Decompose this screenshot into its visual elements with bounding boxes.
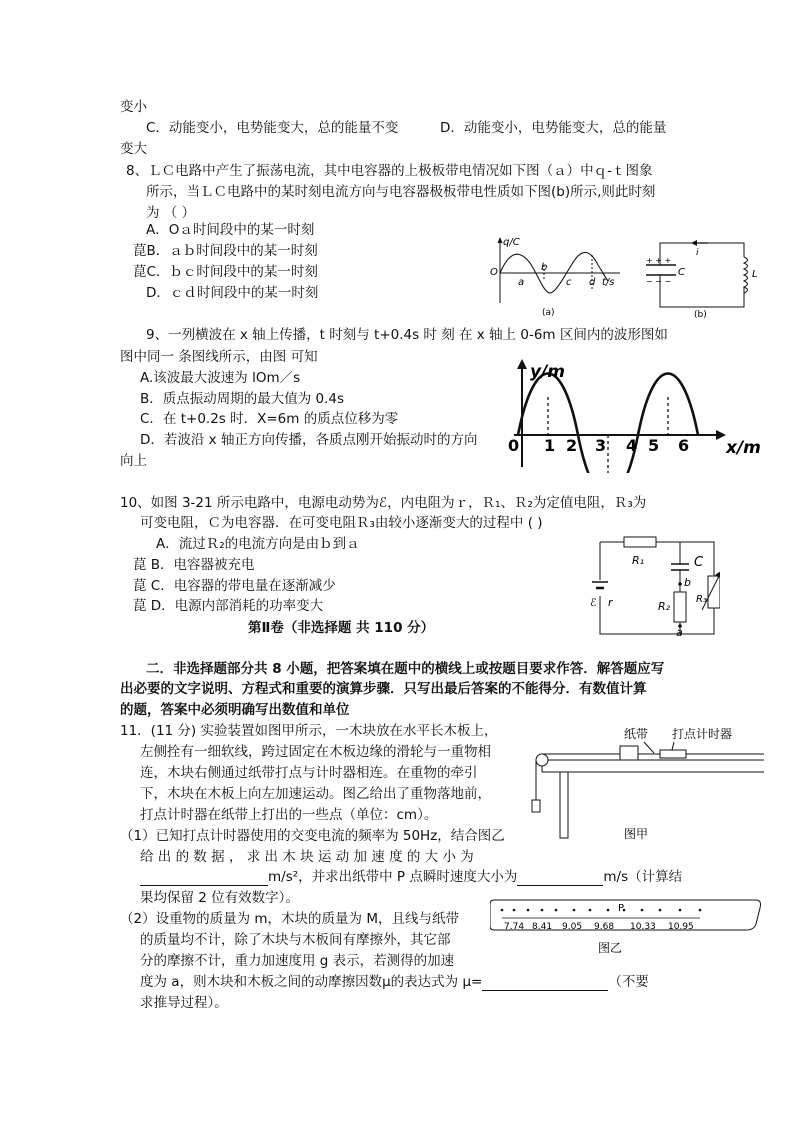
tape-dot <box>659 909 662 912</box>
q9-option-a: A.该波最大波速为 lOm／s <box>140 370 301 386</box>
q9-tick-3: 3 <box>595 436 607 455</box>
q9-tick-4: 4 <box>626 436 638 455</box>
q10-circuit-figure <box>588 536 720 638</box>
q11-figure-yi <box>490 896 764 958</box>
q10-fig-b: b <box>684 576 691 589</box>
tape-dot <box>573 909 576 912</box>
q8-option-b: 菎B．ａｂ时间段中的某一时刻 <box>133 243 318 259</box>
q9-wave-figure <box>500 355 770 473</box>
q8-fig-a-point-c: c <box>566 277 572 288</box>
q10-option-b: 菎 B．电容器被充电 <box>133 557 255 573</box>
q10-option-a: A．流过Ｒ₂的电流方向是由ｂ到ａ <box>156 536 360 552</box>
q9-tick-5: 5 <box>648 436 660 455</box>
section2-intro-3: 的题，答案中必须明确写出数值和单位 <box>120 702 350 718</box>
q11-stem-5: 打点计时器在纸带上打出的一些点（单位：cm）。 <box>140 807 438 823</box>
q9-tick-6: 6 <box>678 436 690 455</box>
q11-stem-2: 左侧拴有一细软线，跨过固定在木板边缘的滑轮与一重物相 <box>140 744 491 760</box>
q8-fig-a-xlabel: t/s <box>602 277 615 288</box>
q11-part1-3 <box>140 868 682 886</box>
tape-dot <box>541 909 544 912</box>
q8-figure-a <box>488 235 626 319</box>
q11-part1-3a: m/s²，并求出纸带中 P 点瞬时速度大小为 <box>268 869 518 885</box>
q8-stem-1: 8、ＬＣ电路中产生了振荡电流，其中电容器的上极板带电情况如下图（ａ）中ｑ-ｔ图象 <box>126 163 653 179</box>
q10-fig-r1: R₁ <box>632 554 645 567</box>
q9-tick-0: 0 <box>508 436 520 455</box>
q11-stem-1: 11．(11 分) 实验装置如图甲所示，一木块放在水平长木板上， <box>120 723 498 739</box>
q11-mu-blank[interactable] <box>482 976 608 991</box>
q11-part1-2: 给 出 的 数 据 ， 求 出 木 块 运 动 加 速 度 的 大 小 为 <box>140 849 474 865</box>
tape-dot <box>641 909 644 912</box>
q7-option-d: D．动能变小，电势能变大，总的能量 <box>440 120 667 136</box>
q11-part2-4 <box>140 973 649 991</box>
q9-stem-1: 9、一列横波在 x 轴上传播，t 时刻与 t+0.4s 时 刻 在 x 轴上 0-6m 区间内的波形图如 <box>146 327 668 343</box>
q9-option-d: D．若波沿 x 轴正方向传播，各质点刚开始振动时的方向 <box>140 432 478 448</box>
q8-fig-b-ind: L <box>752 269 758 280</box>
q11-stem-3: 连，木块右侧通过纸带打点与计时器相连。在重物的牵引 <box>140 765 478 781</box>
q11-part1-4: 果均保留 2 位有效数字）。 <box>140 890 299 906</box>
q9-ylabel: y/m <box>530 362 566 382</box>
q11-part1-1: （1）已知打点计时器使用的交变电流的频率为 50Hz，结合图乙 <box>120 828 505 844</box>
q9-tick-1: 1 <box>544 436 556 455</box>
q11-fig-yi-seg-0: 7.74 <box>504 922 525 932</box>
q8-fig-a-point-d: d <box>589 277 596 288</box>
q8-stem-2: 所示，当ＬＣ电路中的某时刻电流方向与电容器极板带电性质如下图(b)所示,则此时刻 <box>146 184 656 200</box>
q8-option-d: D．ｃｄ时间段中的某一时刻 <box>146 285 319 301</box>
q8-fig-b-current: i <box>696 248 699 258</box>
q10-fig-c: C <box>694 555 704 570</box>
q10-option-c: 菎 C．电容器的带电量在逐渐减少 <box>133 578 336 594</box>
q8-option-a: A．Oａ时间段中的某一时刻 <box>146 222 315 238</box>
tape-dot <box>607 909 610 912</box>
q11-fig-yi-caption: 图乙 <box>598 941 623 955</box>
q11-fig-yi-point: P <box>618 903 625 914</box>
section2-intro-2: 出必要的文字说明、方程式和重要的演算步骤．只写出最后答案的不能得分．有数值计算 <box>120 681 647 697</box>
q10-fig-r3: R₃ <box>696 594 707 605</box>
tape-dot <box>501 909 504 912</box>
tape-dot <box>527 909 530 912</box>
tape-dot <box>555 909 558 912</box>
section2-intro-1: 二．非选择题部分共 8 小题，把答案填在题中的横线上或按题目要求作答．解答题应写 <box>146 661 665 677</box>
q8-figure-b <box>636 235 762 319</box>
q11-figure-jia <box>524 720 764 848</box>
q8-fig-b-cap: C <box>678 267 685 278</box>
q9-option-d-cont: 向上 <box>120 453 147 469</box>
q8-fig-b-caption: (b) <box>694 310 707 319</box>
section2-title: 第Ⅱ卷（非选择题 共 110 分） <box>248 620 435 636</box>
q8-stem-3: 为 （ ） <box>146 205 196 221</box>
q9-tick-2: 2 <box>566 436 578 455</box>
q7-option-d-cont: 变大 <box>120 141 147 157</box>
q11-fig-yi-seg-4: 10.33 <box>630 922 656 932</box>
q11-fig-jia-timer: 打点计时器 <box>672 727 733 741</box>
q10-fig-emf: ℰ <box>590 596 597 609</box>
q11-fig-yi-seg-1: 8.41 <box>532 922 553 932</box>
q11-stem-4: 下，木块在木板上向左加速运动。图乙给出了重物落地前， <box>140 786 491 802</box>
q9-option-b: B．质点振动周期的最大值为 0.4s <box>140 391 345 407</box>
q8-fig-a-ylabel: q/C <box>503 237 520 248</box>
q11-part2-5: 求推导过程）。 <box>140 995 228 1011</box>
q9-xlabel: x/m <box>726 438 761 458</box>
q8-fig-a-point-a: a <box>518 277 525 288</box>
tape-dot <box>679 909 682 912</box>
tape-dot <box>589 909 592 912</box>
q11-fig-jia-tape: 纸带 <box>624 727 649 741</box>
q11-part2-3: 分的摩擦不计，重力加速度用 g 表示，若测得的加速 <box>140 953 455 969</box>
q8-fig-a-origin: O <box>490 267 498 278</box>
q11-part2-2: 的质量均不计，除了木块与木板间有摩擦外，其它部 <box>140 932 451 948</box>
q7-option-c: C．动能变小，电势能变大，总的能量不变 <box>146 120 399 136</box>
tape-dot <box>513 909 516 912</box>
q11-part2-4a: 度为 a，则木块和木板之间的动摩擦因数μ的表达式为 μ= <box>140 974 483 990</box>
q8-fig-b-minus: − − − <box>646 277 672 286</box>
q11-fig-yi-seg-3: 9.68 <box>594 922 615 932</box>
q11-part2-1: （2）设重物的质量为 m，木块的质量为 M，且线与纸带 <box>120 911 459 927</box>
q10-stem-2: 可变电阻，Ｃ为电容器．在可变电阻Ｒ₃由较小逐渐变大的过程中 ( ) <box>140 515 543 531</box>
q9-stem-2: 图中同一 条图线所示，由图 可知 <box>120 349 318 365</box>
q8-option-c: 菎C．ｂｃ时间段中的某一时刻 <box>133 264 318 280</box>
q11-fig-yi-seg-5: 10.95 <box>668 922 694 932</box>
q11-fig-jia-caption: 图甲 <box>624 827 649 841</box>
q11-velocity-blank[interactable] <box>517 871 603 886</box>
q8-fig-b-plus: + + + <box>646 256 672 265</box>
tape-dot <box>699 909 702 912</box>
q11-part1-3b: m/s（计算结 <box>603 869 683 885</box>
q9-option-c: C．在 t+0.2s 时．X=6m 的质点位移为零 <box>140 411 399 427</box>
q7-line-top: 变小 <box>120 99 147 115</box>
q10-option-d: 菎 D．电源内部消耗的功率变大 <box>133 598 324 614</box>
q11-fig-yi-seg-2: 9.05 <box>562 922 583 932</box>
q11-part2-4b: （不要 <box>608 974 649 990</box>
q8-fig-a-point-b: b <box>541 262 548 273</box>
q10-fig-r2: R₂ <box>658 600 671 613</box>
q10-fig-a: a <box>676 626 683 638</box>
q8-fig-a-caption: (a) <box>542 308 555 318</box>
q11-acceleration-blank[interactable] <box>140 871 268 886</box>
q10-fig-r: r <box>608 596 613 609</box>
q10-stem-1: 10、如图 3-21 所示电路中，电源电动势为ℰ，内电阻为ｒ，Ｒ₁、Ｒ₂为定值电阻，Ｒ₃为 <box>120 495 647 511</box>
